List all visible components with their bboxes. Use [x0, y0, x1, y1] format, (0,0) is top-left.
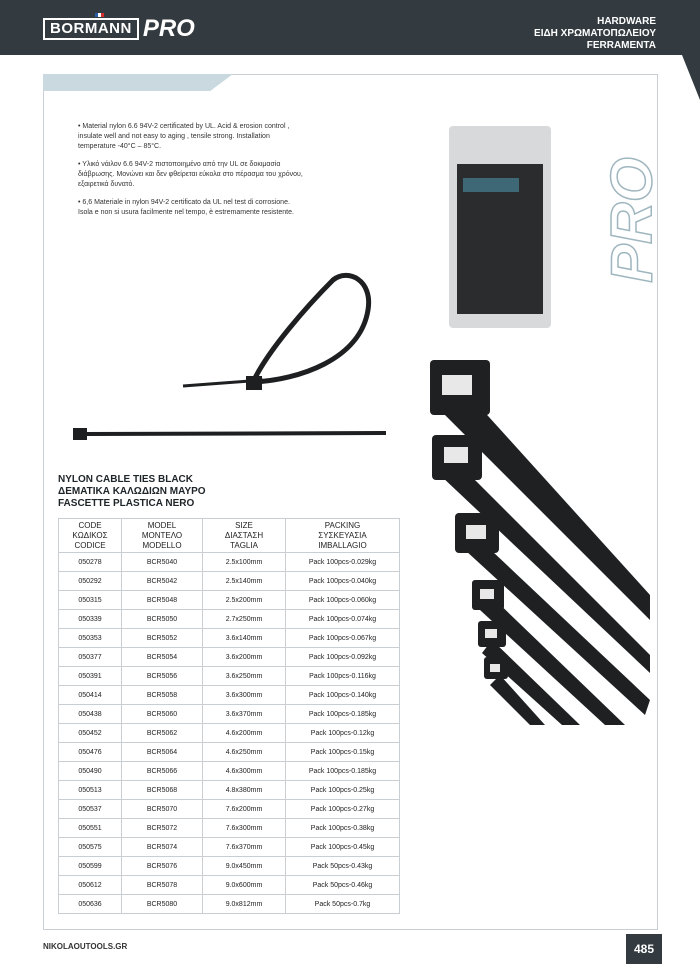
cell-size: 7.6x200mm: [203, 800, 286, 819]
package-image: [449, 126, 551, 328]
header-corner: [660, 0, 700, 100]
title-en: NYLON CABLE TIES BLACK: [58, 474, 193, 485]
cell-packing: Pack 100pcs-0.12kg: [286, 724, 400, 743]
table-row: [59, 857, 400, 876]
cell-packing: Pack 100pcs-0.029kg: [286, 553, 400, 572]
closeup-slot-6: [490, 664, 500, 672]
cell-model: BCR5054: [122, 648, 203, 667]
cell-code: 050537: [59, 800, 122, 819]
table-row: [59, 686, 400, 705]
cell-code: 050391: [59, 667, 122, 686]
footer-website: NIKOLAOUTOOLS.GR: [43, 942, 128, 951]
cell-packing: Pack 100pcs-0.15kg: [286, 743, 400, 762]
cable-ties-closeup: [420, 355, 650, 725]
cell-model: BCR5078: [122, 876, 203, 895]
closeup-slot-4: [480, 589, 494, 599]
category-el: ΕΙΔΗ ΧΡΩΜΑΤΟΠΩΛΕΙΟΥ: [534, 28, 656, 39]
table-header-row: [59, 519, 400, 553]
category-en: HARDWARE: [597, 16, 656, 27]
cell-model: BCR5074: [122, 838, 203, 857]
panel-tab: [43, 74, 233, 91]
cell-packing: Pack 100pcs-0.060kg: [286, 591, 400, 610]
cell-code: 050612: [59, 876, 122, 895]
category-it: FERRAMENTA: [586, 40, 656, 51]
table-row: [59, 838, 400, 857]
cell-model: BCR5068: [122, 781, 203, 800]
cell-model: BCR5056: [122, 667, 203, 686]
cell-size: 3.6x250mm: [203, 667, 286, 686]
cell-code: 050377: [59, 648, 122, 667]
table-row: [59, 724, 400, 743]
pro-watermark: [599, 110, 665, 330]
table-row: [59, 781, 400, 800]
cell-packing: Pack 100pcs-0.040kg: [286, 572, 400, 591]
cell-packing: Pack 100pcs-0.38kg: [286, 819, 400, 838]
cell-packing: Pack 50pcs-0.43kg: [286, 857, 400, 876]
table-row: [59, 762, 400, 781]
cell-model: BCR5076: [122, 857, 203, 876]
cell-model: BCR5042: [122, 572, 203, 591]
tie-head: [246, 376, 262, 390]
closeup-slot-2: [444, 447, 468, 463]
cell-packing: Pack 100pcs-0.185kg: [286, 762, 400, 781]
cell-model: BCR5080: [122, 895, 203, 914]
header-code: CODE ΚΩΔΙΚΟΣ CODICE: [59, 519, 122, 553]
cell-size: 4.8x380mm: [203, 781, 286, 800]
cell-code: 050513: [59, 781, 122, 800]
closeup-slot-5: [485, 629, 497, 638]
product-table: [58, 518, 400, 914]
cell-code: 050490: [59, 762, 122, 781]
brand-suffix: PRO: [142, 15, 195, 42]
cell-code: 050476: [59, 743, 122, 762]
cell-size: 2.7x250mm: [203, 610, 286, 629]
cell-size: 3.6x300mm: [203, 686, 286, 705]
cell-code: 050292: [59, 572, 122, 591]
table-body: [59, 553, 400, 914]
cell-code: 050599: [59, 857, 122, 876]
cell-model: BCR5058: [122, 686, 203, 705]
cell-code: 050414: [59, 686, 122, 705]
cell-size: 3.6x140mm: [203, 629, 286, 648]
cell-code: 050551: [59, 819, 122, 838]
cell-size: 7.6x300mm: [203, 819, 286, 838]
brand-logo: [43, 15, 195, 42]
brand-name: BORMANN: [43, 18, 139, 40]
cell-size: 3.6x370mm: [203, 705, 286, 724]
cell-size: 4.6x300mm: [203, 762, 286, 781]
table-row: [59, 876, 400, 895]
cell-model: BCR5050: [122, 610, 203, 629]
cell-size: 4.6x250mm: [203, 743, 286, 762]
cell-code: 050353: [59, 629, 122, 648]
table-row: [59, 629, 400, 648]
cell-model: BCR5064: [122, 743, 203, 762]
cell-model: BCR5066: [122, 762, 203, 781]
table-row: [59, 610, 400, 629]
cell-size: 2.5x100mm: [203, 553, 286, 572]
table-row: [59, 648, 400, 667]
cell-size: 3.6x200mm: [203, 648, 286, 667]
table-row: [59, 895, 400, 914]
straight-tie-head: [73, 428, 87, 440]
cell-packing: Pack 100pcs-0.45kg: [286, 838, 400, 857]
cell-code: 050315: [59, 591, 122, 610]
table-row: [59, 800, 400, 819]
cell-packing: Pack 100pcs-0.140kg: [286, 686, 400, 705]
tie-loop: [253, 275, 369, 382]
cell-code: 050452: [59, 724, 122, 743]
cell-model: BCR5062: [122, 724, 203, 743]
cell-model: BCR5070: [122, 800, 203, 819]
cell-code: 050278: [59, 553, 122, 572]
table-row: [59, 667, 400, 686]
table-row: [59, 743, 400, 762]
closeup-slot-3: [466, 525, 486, 539]
cell-size: 9.0x600mm: [203, 876, 286, 895]
cell-packing: Pack 50pcs-0.7kg: [286, 895, 400, 914]
cell-packing: Pack 100pcs-0.092kg: [286, 648, 400, 667]
description-en: • Material nylon 6.6 94V-2 certificated by UL. Acid & erosion control , insulate well and not easy to aging , tensile strong. Installation temperature -40°C – 85°C.: [78, 123, 290, 150]
cell-size: 9.0x450mm: [203, 857, 286, 876]
description-el: • Υλικό νάιλον 6.6 94V-2 πιστοποιημένο από την UL σε δοκιμασία διάβρωσης. Μονώνει και δεν φθείρεται εύκολα στο πέρασμα του χρόνου, εξαιρετικά δυνατό.: [78, 161, 303, 188]
package-label: [463, 178, 519, 192]
cell-packing: Pack 100pcs-0.116kg: [286, 667, 400, 686]
cell-packing: Pack 100pcs-0.067kg: [286, 629, 400, 648]
table-row: [59, 705, 400, 724]
product-title: [58, 474, 206, 510]
cell-code: 050339: [59, 610, 122, 629]
flag-icon: [95, 13, 104, 17]
header-model: MODEL ΜΟΝΤΕΛΟ MODELLO: [122, 519, 203, 553]
product-description: [78, 122, 306, 226]
cell-model: BCR5060: [122, 705, 203, 724]
straight-tie: [87, 433, 386, 434]
description-it: • 6,6 Materiale in nylon 94V-2 certificato da UL nel test di corrosione. Isola e non si usura facilmente nel tempo, è estremamente resistente.: [78, 199, 294, 216]
cell-packing: Pack 100pcs-0.25kg: [286, 781, 400, 800]
page-number: 485: [626, 934, 662, 964]
cable-tie-illustration: [68, 250, 398, 450]
cell-model: BCR5072: [122, 819, 203, 838]
closeup-slot-1: [442, 375, 472, 395]
header-categories: [534, 16, 656, 52]
cell-packing: Pack 100pcs-0.185kg: [286, 705, 400, 724]
cell-code: 050636: [59, 895, 122, 914]
cell-packing: Pack 100pcs-0.27kg: [286, 800, 400, 819]
cell-size: 7.6x370mm: [203, 838, 286, 857]
pro-watermark-text: PRO: [599, 157, 665, 283]
cell-model: BCR5048: [122, 591, 203, 610]
cell-code: 050438: [59, 705, 122, 724]
cell-size: 2.5x140mm: [203, 572, 286, 591]
cell-size: 9.0x812mm: [203, 895, 286, 914]
cell-size: 2.5x200mm: [203, 591, 286, 610]
cell-code: 050575: [59, 838, 122, 857]
title-el: ΔΕΜΑΤΙΚΑ ΚΑΛΩΔΙΩΝ ΜΑΥΡΟ: [58, 486, 206, 497]
cell-packing: Pack 50pcs-0.46kg: [286, 876, 400, 895]
table-row: [59, 591, 400, 610]
cell-model: BCR5052: [122, 629, 203, 648]
table-row: [59, 572, 400, 591]
cell-size: 4.6x200mm: [203, 724, 286, 743]
table-row: [59, 819, 400, 838]
header-packing: PACKING ΣΥΣΚΕΥΑΣΙΑ IMBALLAGIO: [286, 519, 400, 553]
cell-packing: Pack 100pcs-0.074kg: [286, 610, 400, 629]
cell-model: BCR5040: [122, 553, 203, 572]
title-it: FASCETTE PLASTICA NERO: [58, 498, 195, 509]
table-row: [59, 553, 400, 572]
header-size: SIZE ΔΙΑΣΤΑΣΗ TAGLIA: [203, 519, 286, 553]
